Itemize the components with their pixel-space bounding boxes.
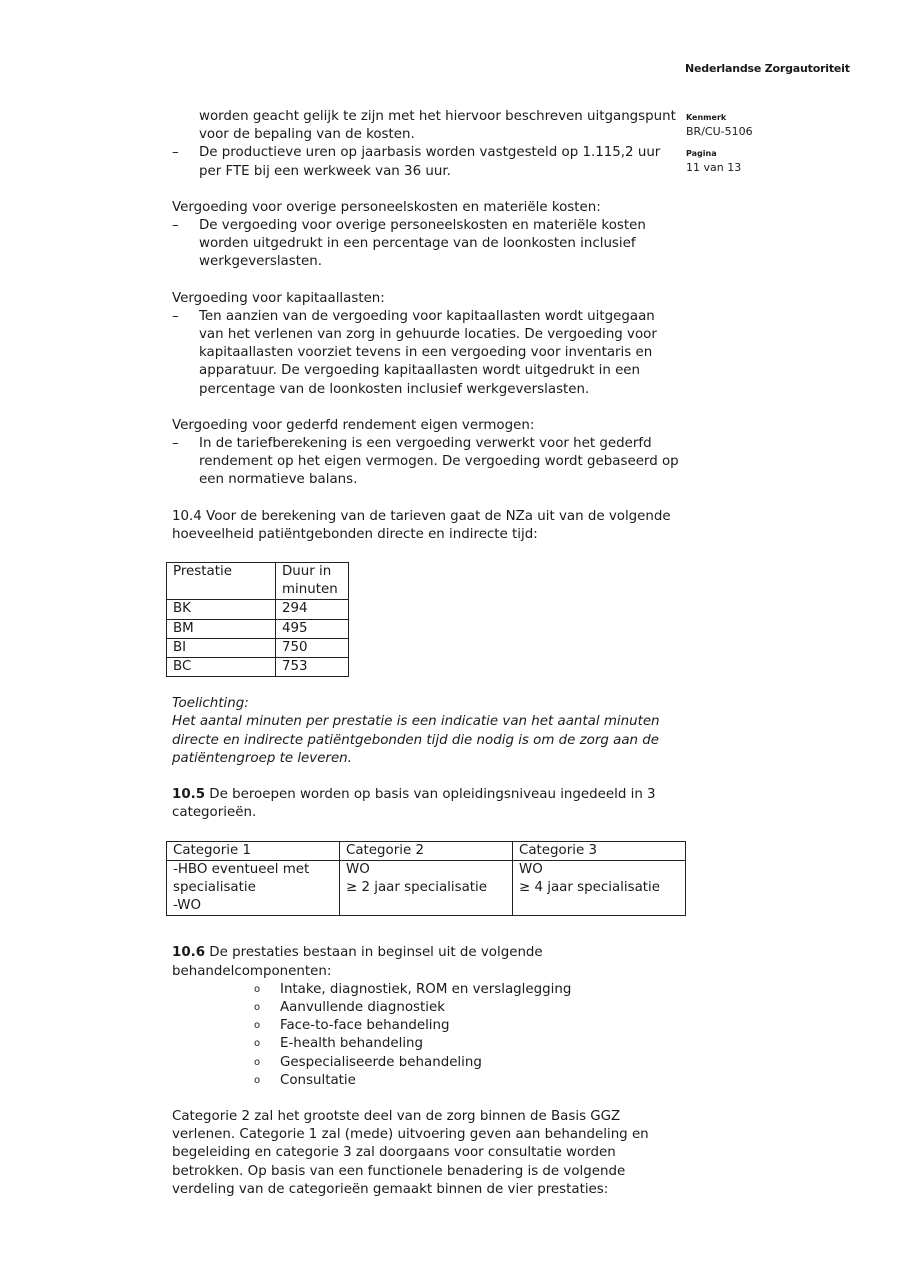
kapitaallasten-bullet [172, 308, 682, 399]
rendement-bullet [172, 435, 682, 490]
table-header-row [167, 563, 349, 600]
table-cell: -HBO eventueel met specialisatie -WO [167, 860, 340, 916]
section-10-4-text: 10.4 Voor de berekening van de tarieven gaat de NZa uit van de volgende hoeveelheid patiëntgebonden directe en indirecte tijd: [172, 508, 671, 542]
table-header-row [167, 841, 686, 860]
productive-hours-bullet [172, 144, 682, 180]
list-item: o Intake, diagnostiek, ROM en verslaglegging [254, 981, 682, 999]
kapitaallasten-heading: Vergoeding voor kapitaallasten: [172, 290, 385, 306]
pagina-label: Pagina [686, 149, 717, 158]
continued-bullet [172, 108, 682, 144]
pagina-value: 11 van 13 [686, 161, 742, 174]
table-row [167, 658, 349, 677]
table-header-cell: Duur in minuten [276, 563, 349, 600]
overige-kosten-bullet [172, 217, 682, 272]
section-number: 10.6 [172, 945, 206, 961]
behandelcomponenten-list [172, 981, 682, 1090]
table-header-cell: Categorie 3 [513, 841, 686, 860]
table-cell: WO ≥ 4 jaar specialisatie [513, 860, 686, 916]
toelichting-label: Toelichting: [172, 696, 249, 712]
circle-bullet-icon: o [254, 983, 261, 995]
list-item: o Consultatie [254, 1072, 682, 1090]
continued-bullet-text: worden geacht gelijk te zijn met het hiervoor beschreven uitgangspunt voor de bepaling van de kosten. [199, 109, 676, 143]
dash-bullet-icon: – [172, 218, 179, 234]
table-cell: 753 [276, 658, 349, 677]
section-number: 10.5 [172, 787, 206, 803]
table-row [167, 600, 349, 619]
section-10-6-text: 10.6 De prestaties bestaan in beginsel uit de volgende behandelcomponenten: [172, 945, 543, 979]
table-cell: BM [167, 619, 276, 638]
list-item: o Face-to-face behandeling [254, 1017, 682, 1035]
organization-name: Nederlandse Zorgautoriteit [685, 62, 850, 75]
productive-hours-text: De productieve uren op jaarbasis worden vastgesteld op 1.115,2 uur per FTE bij een werkweek van 36 uur. [199, 145, 661, 179]
list-item: o E-health behandeling [254, 1035, 682, 1053]
circle-bullet-icon: o [254, 1074, 261, 1086]
table-row [167, 619, 349, 638]
circle-bullet-icon: o [254, 1038, 261, 1050]
table-row [167, 638, 349, 657]
table-row [167, 860, 686, 916]
rendement-text: In de tariefberekening is een vergoeding verwerkt voor het gederfd rendement op het eigen vermogen. De vergoeding wordt gebaseerd op een normatieve balans. [199, 436, 679, 488]
toelichting-text: Het aantal minuten per prestatie is een indicatie van het aantal minuten directe en indirecte patiëntgebonden tijd die nodig is om de zorg aan de patiëntengroep te leveren. [172, 714, 660, 766]
kapitaallasten-text: Ten aanzien van de vergoeding voor kapitaallasten wordt uitgegaan van het verlenen van zorg in gehuurde locaties. De vergoeding voor kapitaallasten voorziet tevens in een vergoeding voor inventaris en apparatuur. De vergoeding kapitaallasten wordt uitgedrukt in een percentage van de loonkosten inclusief werkgeverslasten. [199, 308, 657, 397]
categories-table [166, 841, 686, 917]
section-10-5-text: 10.5 De beroepen worden op basis van opleidingsniveau ingedeeld in 3 categorieën. [172, 787, 656, 821]
dash-bullet-icon: – [172, 436, 179, 452]
table-cell: BC [167, 658, 276, 677]
table-cell: 495 [276, 619, 349, 638]
document-body [172, 108, 682, 1199]
duration-table [166, 562, 349, 677]
dash-bullet-icon: – [172, 308, 179, 324]
overige-kosten-text: De vergoeding voor overige personeelskosten en materiële kosten worden uitgedrukt in een percentage van de loonkosten inclusief werkgeverslasten. [199, 218, 646, 270]
table-cell: 294 [276, 600, 349, 619]
table-header-cell: Prestatie [167, 563, 276, 600]
circle-bullet-icon: o [254, 1056, 261, 1068]
list-item: o Aanvullende diagnostiek [254, 999, 682, 1017]
table-cell: WO ≥ 2 jaar specialisatie [340, 860, 513, 916]
overige-kosten-heading: Vergoeding voor overige personeelskosten en materiële kosten: [172, 199, 601, 215]
rendement-heading: Vergoeding voor gederfd rendement eigen vermogen: [172, 417, 535, 433]
table-header-cell: Categorie 2 [340, 841, 513, 860]
list-item: o Gespecialiseerde behandeling [254, 1054, 682, 1072]
circle-bullet-icon: o [254, 1020, 261, 1032]
circle-bullet-icon: o [254, 1001, 261, 1013]
table-cell: BI [167, 638, 276, 657]
table-cell: BK [167, 600, 276, 619]
table-cell: 750 [276, 638, 349, 657]
table-header-cell: Categorie 1 [167, 841, 340, 860]
kenmerk-label: Kenmerk [686, 113, 727, 122]
document-metadata [686, 112, 866, 184]
kenmerk-value: BR/CU-5106 [686, 125, 753, 138]
dash-bullet-icon: – [172, 145, 179, 161]
closing-paragraph: Categorie 2 zal het grootste deel van de zorg binnen de Basis GGZ verlenen. Categorie 1 zal (mede) uitvoering geven aan behandeling en begeleiding en categorie 3 zal doorgaans voor consultatie worden betrokken. Op basis van een functionele benadering is de volgende verdeling van de categorieën gemaakt binnen de vier prestaties: [172, 1108, 649, 1197]
